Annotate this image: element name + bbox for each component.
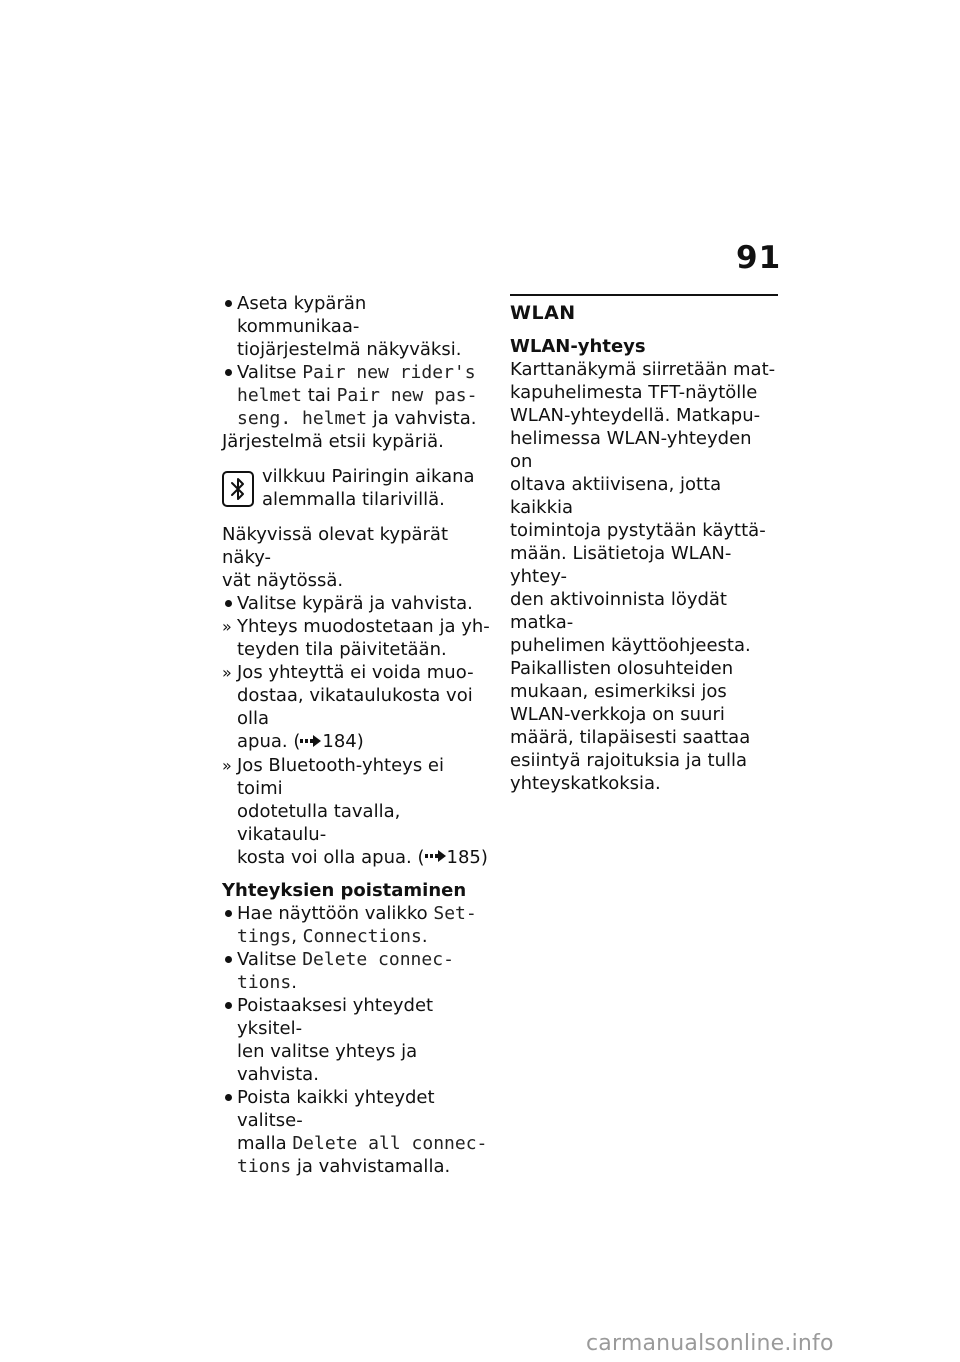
paragraph-line: WLAN-yhteydellä. Matkapu- <box>510 405 761 426</box>
paragraph-line: esiintyä rajoituksia ja tulla <box>510 750 748 771</box>
paragraph-line: WLAN-verkkoja on suuri <box>510 704 725 725</box>
paragraph-line: den aktivoinnista löydät matka- <box>510 589 727 633</box>
paragraph-line: kapuhelimesta TFT-näytölle <box>510 382 758 403</box>
section-divider <box>510 294 778 296</box>
bullet-select-pairing: Valitse Pair new rider's helmet tai Pair new pas- seng. helmet ja vahvista. <box>222 361 490 430</box>
paragraph-line: helimessa WLAN-yhteyden on <box>510 428 752 472</box>
watermark: carmanualsonline.info <box>586 1331 834 1356</box>
page-number: 91 <box>736 240 782 276</box>
subsection-title-wlan-connection: WLAN-yhteys <box>510 336 646 357</box>
bullet-select-helmet: Valitse kypärä ja vahvista. <box>222 592 490 615</box>
result-connection: » Yhteys muodostetaan ja yh- teyden tila päivitetään. <box>222 616 490 660</box>
page-ref-184[interactable]: 184 <box>322 731 357 752</box>
menu-item-pair-rider: Pair new rider's <box>302 362 476 383</box>
paragraph-line: toimintoja pystytään käyttä- <box>510 520 766 541</box>
left-column <box>222 292 490 1178</box>
wlan-paragraph <box>510 358 778 795</box>
paragraph-line: mään. Lisätietoja WLAN-yhtey- <box>510 543 732 587</box>
paragraph-line: oltava aktiivisena, jotta kaikkia <box>510 474 722 518</box>
bullet-open-settings: Hae näyttöön valikko Set- tings, Connections. <box>222 902 490 948</box>
bluetooth-info: vilkkuu Pairingin aikana alemmalla tilarivillä. <box>222 465 490 511</box>
paragraph-line: Paikallisten olosuhteiden <box>510 658 734 679</box>
paragraph-line: yhteyskatkoksia. <box>510 773 661 794</box>
paragraph-line: puhelimen käyttöohjeesta. <box>510 635 751 656</box>
bullet-select-delete: Valitse Delete connec- tions. <box>222 948 490 994</box>
paragraph-line: Karttanäkymä siirretään mat- <box>510 359 776 380</box>
section-heading-delete-connections: Yhteyksien poistaminen <box>222 880 467 901</box>
result-fault-table: » Jos yhteyttä ei voida muo- dostaa, vikataulukosta voi olla apua. ( 184) <box>222 662 474 752</box>
page-ref-arrow-icon <box>425 846 447 869</box>
menu-item-pair-passenger: Pair new pas- <box>336 385 478 406</box>
page-ref-185[interactable]: 185 <box>446 846 481 868</box>
paragraph-line: mukaan, esimerkiksi jos <box>510 681 727 702</box>
bullet-delete-single: Poistaaksesi yhteydet yksitel- len valitse yhteys ja vahvista. <box>222 994 490 1086</box>
result-bluetooth-fault: » Jos Bluetooth-yhteys ei toimi odotetulla tavalla, vikataulu- kosta voi olla apua. ( 185) <box>222 754 488 868</box>
right-column <box>510 292 778 795</box>
paragraph-line: määrä, tilapäisesti saattaa <box>510 727 751 748</box>
section-title-wlan: WLAN <box>510 302 576 324</box>
bluetooth-icon <box>222 471 254 507</box>
search-text: Järjestelmä etsii kypäriä. <box>222 431 444 452</box>
bullet-set-visible: Aseta kypärän kommunikaa- tiojärjestelmä näkyväksi. <box>222 292 490 361</box>
visible-helmets-text: Näkyvissä olevat kypärät näky- vät näytössä. <box>222 524 449 591</box>
page-ref-arrow-icon <box>300 731 322 754</box>
bullet-delete-all: Poista kaikki yhteydet valitse- malla Delete all connec- tions ja vahvistamalla. <box>222 1086 490 1178</box>
